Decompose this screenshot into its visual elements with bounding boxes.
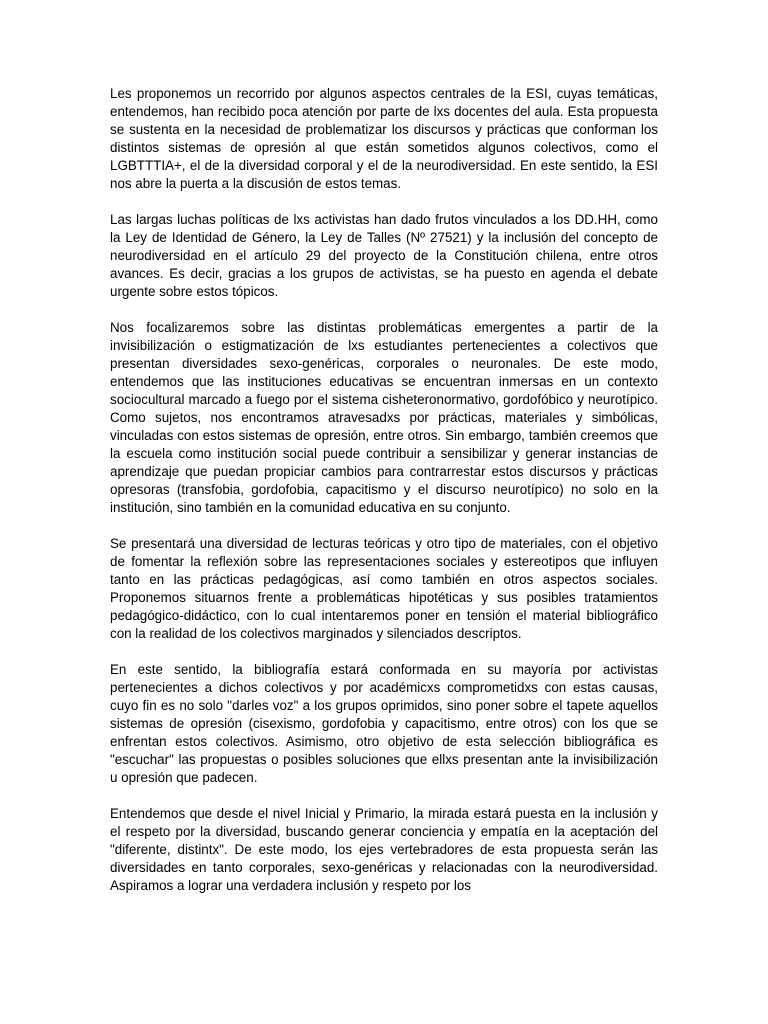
paragraph-focus: Nos focalizaremos sobre las distintas problemáticas emergentes a partir de la invisibilización o estigmatización de lxs estudiantes pertenecientes a colectivos que presentan diversidades sexo-genéricas, corporales o neuronales. De este modo, entendemos que las instituciones educativas se encuentran inmersas en un contexto sociocultural marcado a fuego por el sistema cisheteronormativo, gordofóbico y neurotípico. Como sujetos, nos encontramos atravesadxs por prácticas, materiales y simbólicas, vinculadas con estos sistemas de opresión, entre otros. Sin embargo, también creemos que la escuela como institución social puede contribuir a sensibilizar y generar instancias de aprendizaje que puedan propiciar cambios para contrarrestar estos discursos y prácticas opresoras (transfobia, gordofobia, capacitismo y el discurso neurotípico) no solo en la institución, sino también en la comunidad educativa en su conjunto. [110,320,658,515]
paragraph-levels: Entendemos que desde el nivel Inicial y Primario, la mirada estará puesta en la inclusión y el respeto por la diversidad, buscando generar conciencia y empatía en la aceptación del "diferente, distintx". De este modo, los ejes vertebradores de esta propuesta serán las diversidades en tanto corporales, sexo-genéricas y relacionadas con la neurodiversidad. Aspiramos a lograr una verdadera inclusión y respeto por los [110,806,658,893]
document-page [110,85,658,895]
paragraph-activism: Las largas luchas políticas de lxs activistas han dado frutos vinculados a los DD.HH, como la Ley de Identidad de Género, la Ley de Talles (Nº 27521) y la inclusión del concepto de neurodiversidad en el artículo 29 del proyecto de la Constitución chilena, entre otros avances. Es decir, gracias a los grupos de activistas, se ha puesto en agenda el debate urgente sobre estos tópicos. [110,212,658,299]
paragraph-intro: Les proponemos un recorrido por algunos aspectos centrales de la ESI, cuyas temáticas, entendemos, han recibido poca atención por parte de lxs docentes del aula. Esta propuesta se sustenta en la necesidad de problematizar los discursos y prácticas que conforman los distintos sistemas de opresión al que están sometidos algunos colectivos, como el LGBTTTIA+, el de la diversidad corporal y el de la neurodiversidad. En este sentido, la ESI nos abre la puerta a la discusión de estos temas. [110,86,658,191]
paragraph-readings: Se presentará una diversidad de lecturas teóricas y otro tipo de materiales, con el objetivo de fomentar la reflexión sobre las representaciones sociales y estereotipos que influyen tanto en las prácticas pedagógicas, así como también en otros aspectos sociales. Proponemos situarnos frente a problemáticas hipotéticas y sus posibles tratamientos pedagógico-didáctico, con lo cual intentaremos poner en tensión el material bibliográfico con la realidad de los colectivos marginados y silenciados descriptos. [110,536,658,641]
paragraph-bibliography: En este sentido, la bibliografía estará conformada en su mayoría por activistas pertenecientes a dichos colectivos y por académicxs comprometidxs con estas causas, cuyo fin es no solo "darles voz" a los grupos oprimidos, sino poner sobre el tapete aquellos sistemas de opresión (cisexismo, gordofobia y capacitismo, entre otros) con los que se enfrentan estos colectivos. Asimismo, otro objetivo de esta selección bibliográfica es "escuchar" las propuestas o posibles soluciones que ellxs presentan ante la invisibilización u opresión que padecen. [110,662,658,785]
